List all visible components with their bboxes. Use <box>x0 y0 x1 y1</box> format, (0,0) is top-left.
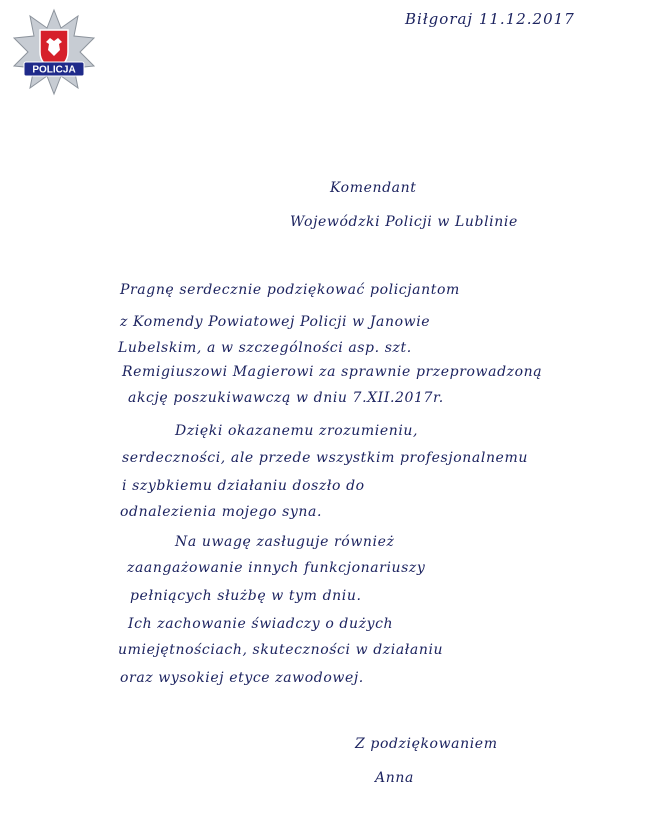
letter-line: z Komendy Powiatowej Policji w Janowie <box>120 314 431 330</box>
letter-line: serdeczności, ale przede wszystkim profesjonalnemu <box>122 450 528 466</box>
letter-line: Dzięki okazanemu zrozumieniu, <box>175 423 419 439</box>
letter-line: Remigiuszowi Magierowi za sprawnie przeprowadzoną <box>122 364 543 380</box>
letter-line: Lubelskim, a w szczególności asp. szt. <box>118 340 412 356</box>
letter-line: pełniących służbę w tym dniu. <box>130 588 362 604</box>
logo-label-text: POLICJA <box>32 64 76 76</box>
letter-line: Na uwagę zasługuje również <box>175 534 395 550</box>
recipient-line-1: Komendant <box>330 180 417 196</box>
letter-closing: Z podziękowaniem <box>355 736 498 752</box>
letter-line: umiejętnościach, skuteczności w działaniu <box>118 642 444 658</box>
letter-line: i szybkiemu działaniu doszło do <box>122 478 365 494</box>
letter-date: Biłgoraj 11.12.2017 <box>405 10 575 28</box>
letter-line: Pragnę serdecznie podziękować policjantom <box>120 282 460 298</box>
letter-line: oraz wysokiej etyce zawodowej. <box>120 670 364 686</box>
recipient-line-2: Wojewódzki Policji w Lublinie <box>290 214 518 230</box>
letter-line: akcję poszukiwawczą w dniu 7.XII.2017r. <box>128 390 444 406</box>
letter-line: Ich zachowanie świadczy o dużych <box>128 616 394 632</box>
police-star-logo <box>10 8 98 96</box>
letter-line: zaangażowanie innych funkcjonariuszy <box>127 560 426 576</box>
letter-line: odnalezienia mojego syna. <box>120 504 323 520</box>
letter-signature: Anna <box>375 770 414 786</box>
